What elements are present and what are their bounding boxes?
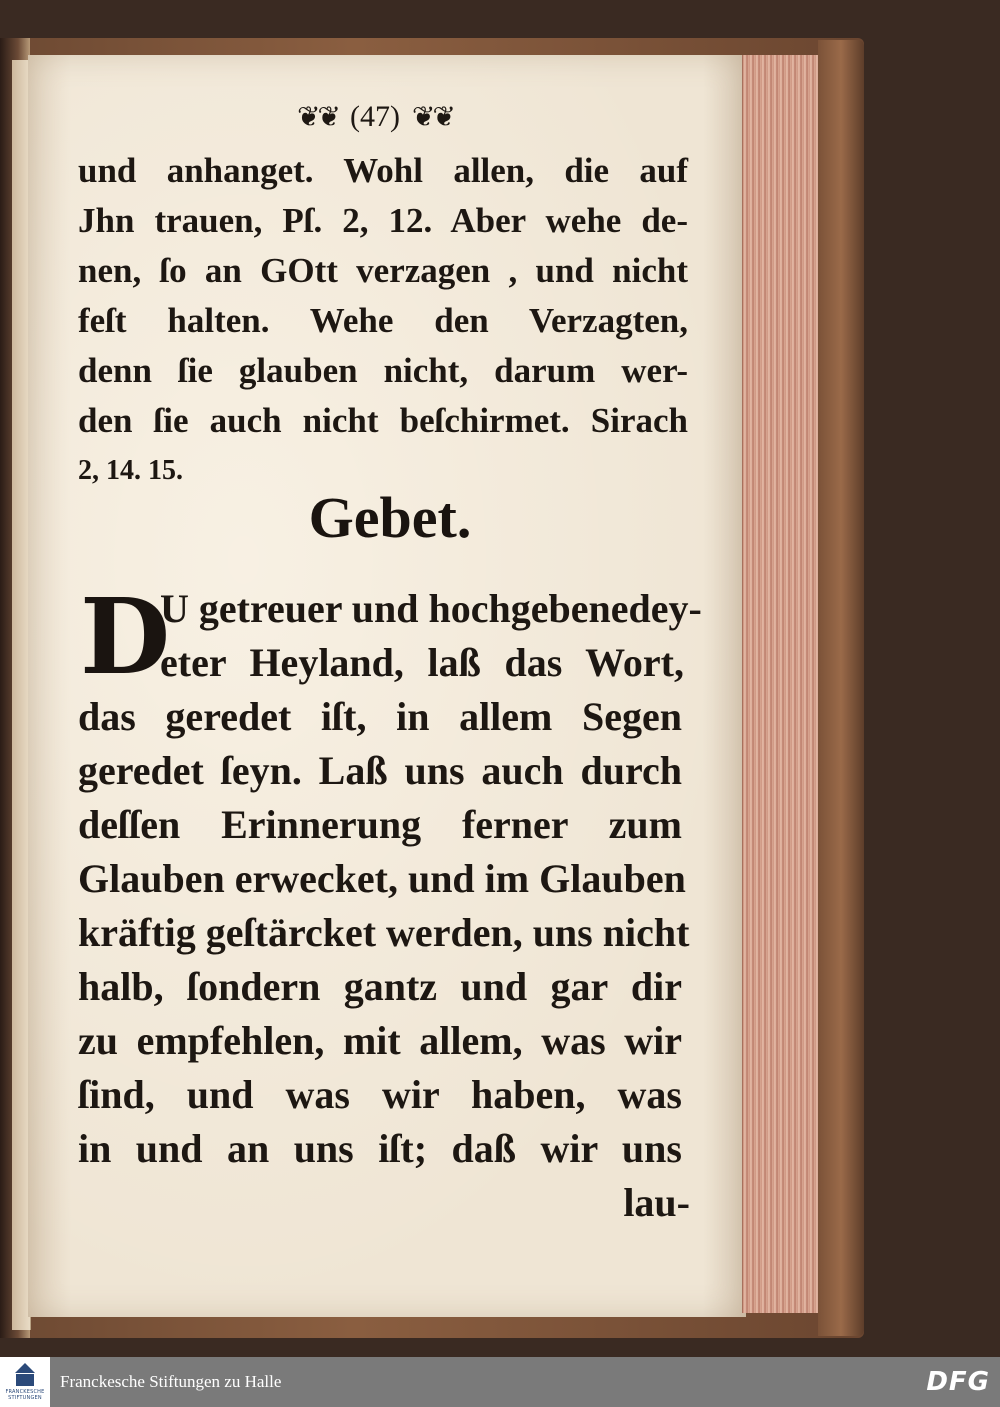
page-edges: [742, 55, 821, 1313]
building-icon: [15, 1363, 35, 1373]
text-line: 2, 14. 15.: [78, 455, 183, 486]
catchword: lau-: [623, 1180, 690, 1225]
text-line: geredet ſeyn. Laß uns auch durch: [78, 748, 682, 793]
text-line: in und an uns iſt; daß wir uns: [78, 1126, 682, 1171]
drop-cap: D: [80, 575, 171, 698]
dfg-logo: DFG: [926, 1367, 990, 1397]
header-ornament-right: ❦❦: [411, 100, 453, 133]
institution-name: Franckesche Stiftungen zu Halle: [60, 1372, 282, 1391]
text-line: das geredet iſt, in allem Segen: [78, 694, 682, 739]
logo-text: FRANCKESCHE STIFTUNGEN: [5, 1389, 45, 1401]
text-line: zu empfehlen, mit allem, was wir: [78, 1018, 682, 1063]
franckesche-logo: [0, 1357, 50, 1407]
text-line: und anhanget. Wohl allen, die auf: [78, 151, 688, 190]
text-line: feſt halten. Wehe den Verzagten,: [78, 301, 688, 340]
cover-right-edge: [818, 40, 864, 1336]
section-heading: Gebet.: [308, 485, 472, 550]
text-line: U getreuer und hochgebenedey-: [160, 586, 702, 631]
text-line: Jhn trauen, Pſ. 2, 12. Aber wehe de-: [78, 201, 688, 240]
text-line: deſſen Erinnerung ferner zum: [78, 802, 682, 847]
text-line: halb, ſondern gantz und gar dir: [78, 964, 682, 1009]
text-line: den ſie auch nicht beſchirmet. Sirach: [78, 401, 688, 440]
text-line: nen, ſo an GOtt verzagen , und nicht: [78, 251, 688, 290]
text-line: kräftig geſtärcket werden, uns nicht: [78, 910, 690, 955]
text-line: eter Heyland, laß das Wort,: [160, 640, 684, 685]
viewer-footer: [0, 1357, 1000, 1407]
page-number: (47): [350, 100, 400, 133]
text-line: Glauben erwecket, und im Glauben: [78, 856, 686, 901]
page-header: [250, 96, 500, 138]
text-line: denn ſie glauben nicht, darum wer-: [78, 351, 688, 390]
header-ornament-left: ❦❦: [297, 100, 338, 133]
building-body-icon: [16, 1374, 34, 1386]
text-line: ſind, und was wir haben, was: [78, 1072, 682, 1117]
